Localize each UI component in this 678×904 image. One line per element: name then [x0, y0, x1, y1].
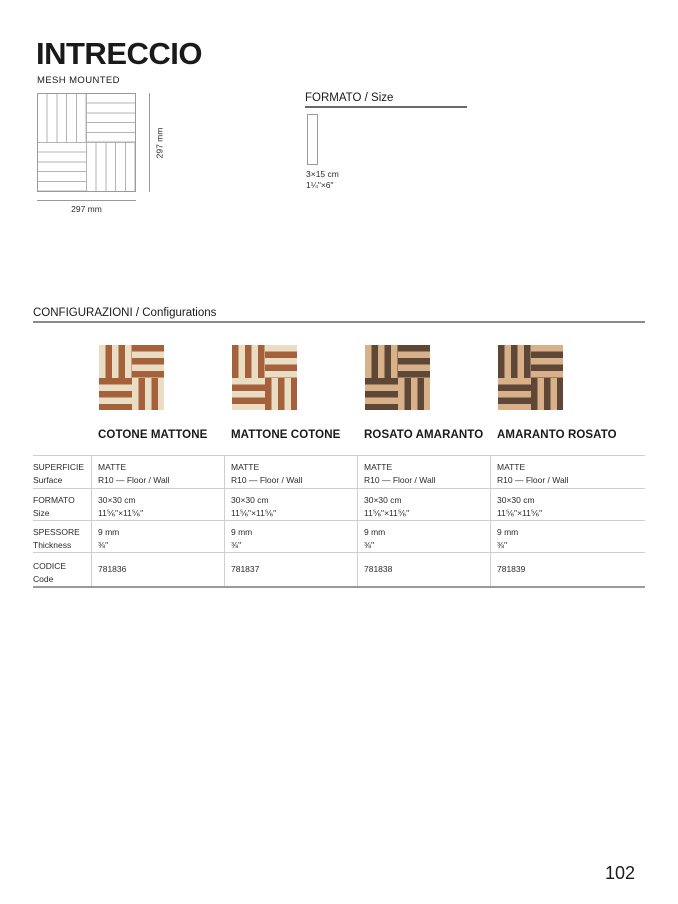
- diagram-quadrant-vertical: [87, 143, 136, 192]
- row-header-en: Code: [33, 573, 54, 584]
- row-header-en: Surface: [33, 474, 63, 485]
- table-cell-code: 781838: [357, 553, 490, 586]
- tile-swatch-cotone-mattone: [99, 345, 164, 410]
- tile-size-cm: 3×15 cm: [306, 169, 339, 179]
- page-subtitle: MESH MOUNTED: [37, 75, 120, 86]
- row-header-it: CODICE: [33, 561, 67, 571]
- row-header-formato: [33, 489, 91, 521]
- table-cell-code: 781837: [224, 553, 357, 586]
- swatch-quadrant: [132, 345, 165, 378]
- configuration-name: AMARANTO ROSATO: [497, 429, 617, 441]
- row-header-it: SUPERFICIE: [33, 462, 85, 472]
- page-title: INTRECCIO: [36, 36, 202, 71]
- table-cell-thickness: 9 mm ⅜": [490, 521, 645, 553]
- diagram-quadrant-horizontal: [38, 143, 87, 192]
- tile-swatch-rosato-amaranto: [365, 345, 430, 410]
- dimension-line-horizontal: [37, 200, 136, 201]
- row-header-it: FORMATO: [33, 495, 75, 505]
- row-header-spessore: [33, 521, 91, 553]
- configurations-underline: [33, 321, 645, 323]
- diagram-width-label: 297 mm: [71, 204, 102, 214]
- tile-swatch-mattone-cotone: [232, 345, 297, 410]
- swatch-quadrant: [99, 378, 132, 411]
- swatch-quadrant: [365, 345, 398, 378]
- table-cell-size: 30×30 cm 11⅚"×11⅚": [490, 489, 645, 521]
- swatch-quadrant: [398, 378, 431, 411]
- swatch-quadrant: [498, 345, 531, 378]
- spec-table: [33, 455, 645, 588]
- diagram-quadrant-horizontal: [87, 94, 136, 143]
- table-cell-surface: MATTE R10 — Floor / Wall: [224, 456, 357, 489]
- tile-size-text: [306, 169, 339, 192]
- swatch-quadrant: [531, 378, 564, 411]
- row-header-it: SPESSORE: [33, 527, 80, 537]
- table-cell-thickness: 9 mm ⅜": [224, 521, 357, 553]
- table-cell-thickness: 9 mm ⅜": [91, 521, 224, 553]
- table-cell-size: 30×30 cm 11⅚"×11⅚": [91, 489, 224, 521]
- table-cell-size: 30×30 cm 11⅚"×11⅚": [224, 489, 357, 521]
- tile-layout-diagram: [37, 93, 136, 192]
- table-cell-thickness: 9 mm ⅜": [357, 521, 490, 553]
- table-cell-surface: MATTE R10 — Floor / Wall: [490, 456, 645, 489]
- tile-size-outline: [307, 114, 318, 165]
- swatch-quadrant: [99, 345, 132, 378]
- formato-heading: FORMATO / Size: [305, 92, 394, 104]
- swatch-quadrant: [398, 345, 431, 378]
- row-header-codice: [33, 553, 91, 586]
- page-number: 102: [604, 863, 635, 883]
- table-cell-surface: MATTE R10 — Floor / Wall: [357, 456, 490, 489]
- table-cell-code: 781839: [490, 553, 645, 586]
- tile-swatch-amaranto-rosato: [498, 345, 563, 410]
- swatch-quadrant: [365, 378, 398, 411]
- table-cell-size: 30×30 cm 11⅚"×11⅚": [357, 489, 490, 521]
- table-cell-surface: MATTE R10 — Floor / Wall: [91, 456, 224, 489]
- formato-underline: [305, 106, 467, 108]
- configurations-heading: CONFIGURAZIONI / Configurations: [33, 307, 217, 319]
- row-header-superficie: [33, 456, 91, 489]
- row-header-en: Thickness: [33, 539, 72, 550]
- configuration-name: MATTONE COTONE: [231, 429, 341, 441]
- table-cell-code: 781836: [91, 553, 224, 586]
- swatch-quadrant: [265, 378, 298, 411]
- swatch-quadrant: [265, 345, 298, 378]
- configuration-name: ROSATO AMARANTO: [364, 429, 484, 441]
- swatch-quadrant: [498, 378, 531, 411]
- diagram-height-label: [129, 93, 189, 192]
- diagram-quadrant-vertical: [38, 94, 87, 143]
- configuration-name: COTONE MATTONE: [98, 429, 208, 441]
- swatch-quadrant: [132, 378, 165, 411]
- tile-size-inches: 1¼"×6": [306, 180, 334, 191]
- swatch-quadrant: [232, 345, 265, 378]
- row-header-en: Size: [33, 507, 50, 518]
- swatch-quadrant: [531, 345, 564, 378]
- swatch-quadrant: [232, 378, 265, 411]
- height-value: 297 mm: [154, 127, 164, 158]
